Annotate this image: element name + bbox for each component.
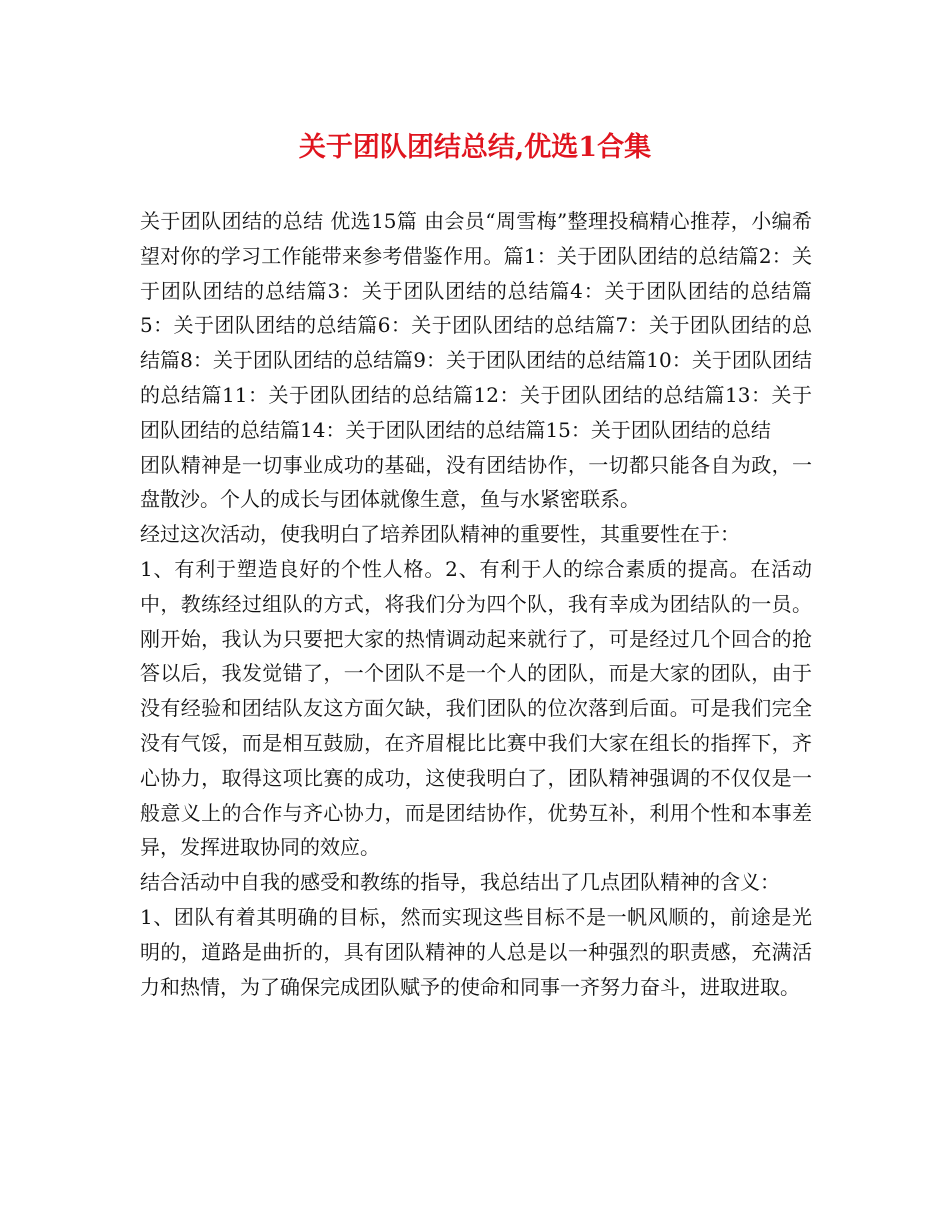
document-title: 关于团队团结总结,优选1合集 bbox=[298, 132, 652, 163]
paragraph-goal: 1、团队有着其明确的目标，然而实现这些目标不是一帆风顺的，前途是光明的，道路是曲折的，具有团队精神的人总是以一种强烈的职责感，充满活力和热情，为了确保完成团队赋予的使命和同事一齐努力奋斗，进取进取。 bbox=[140, 904, 812, 999]
paragraph-summary-intro: 结合活动中自我的感受和教练的指导，我总结出了几点团队精神的含义： bbox=[140, 870, 780, 895]
paragraph-team-spirit: 团队精神是一切事业成功的基础，没有团结协作，一切都只能各自为政，一盘散沙。个人的成长与团体就像生意，鱼与水紧密联系。 bbox=[140, 452, 812, 512]
document-body bbox=[140, 204, 812, 1004]
paragraph-importance: 经过这次活动，使我明白了培养团队精神的重要性，其重要性在于： bbox=[140, 522, 740, 547]
paragraph-activity-experience: 1、有利于塑造良好的个性人格。2、有利于人的综合素质的提高。在活动中，教练经过组队的方式，将我们分为四个队，我有幸成为团结队的一员。刚开始，我认为只要把大家的热情调动起来就行了，可是经过几个回合的抢答以后，我发觉错了，一个团队不是一个人的团队，而是大家的团队，由于没有经验和团结队友这方面欠缺，我们团队的位次落到后面。可是我们完全没有气馁，而是相互鼓励，在齐眉棍比比赛中我们大家在组长的指挥下，齐心协力，取得这项比赛的成功，这使我明白了，团队精神强调的不仅仅是一般意义上的合作与齐心协力，而是团结协作，优势互补，利用个性和本事差异，发挥进取协同的效应。 bbox=[140, 556, 812, 860]
paragraph-intro: 关于团队团结的总结 优选15篇 由会员“周雪梅”整理投稿精心推荐，小编希望对你的学习工作能带来参考借鉴作用。篇1：关于团队团结的总结篇2：关于团队团结的总结篇3：关于团队团结的总结篇4：关于团队团结的总结篇5：关于团队团结的总结篇6：关于团队团结的总结篇7：关于团队团结的总结篇8：关于团队团结的总结篇9：关于团队团结的总结篇10：关于团队团结的总结篇11：关于团队团结的总结篇12：关于团队团结的总结篇13：关于团队团结的总结篇14：关于团队团结的总结篇15：关于团队团结的总结 bbox=[140, 209, 812, 442]
